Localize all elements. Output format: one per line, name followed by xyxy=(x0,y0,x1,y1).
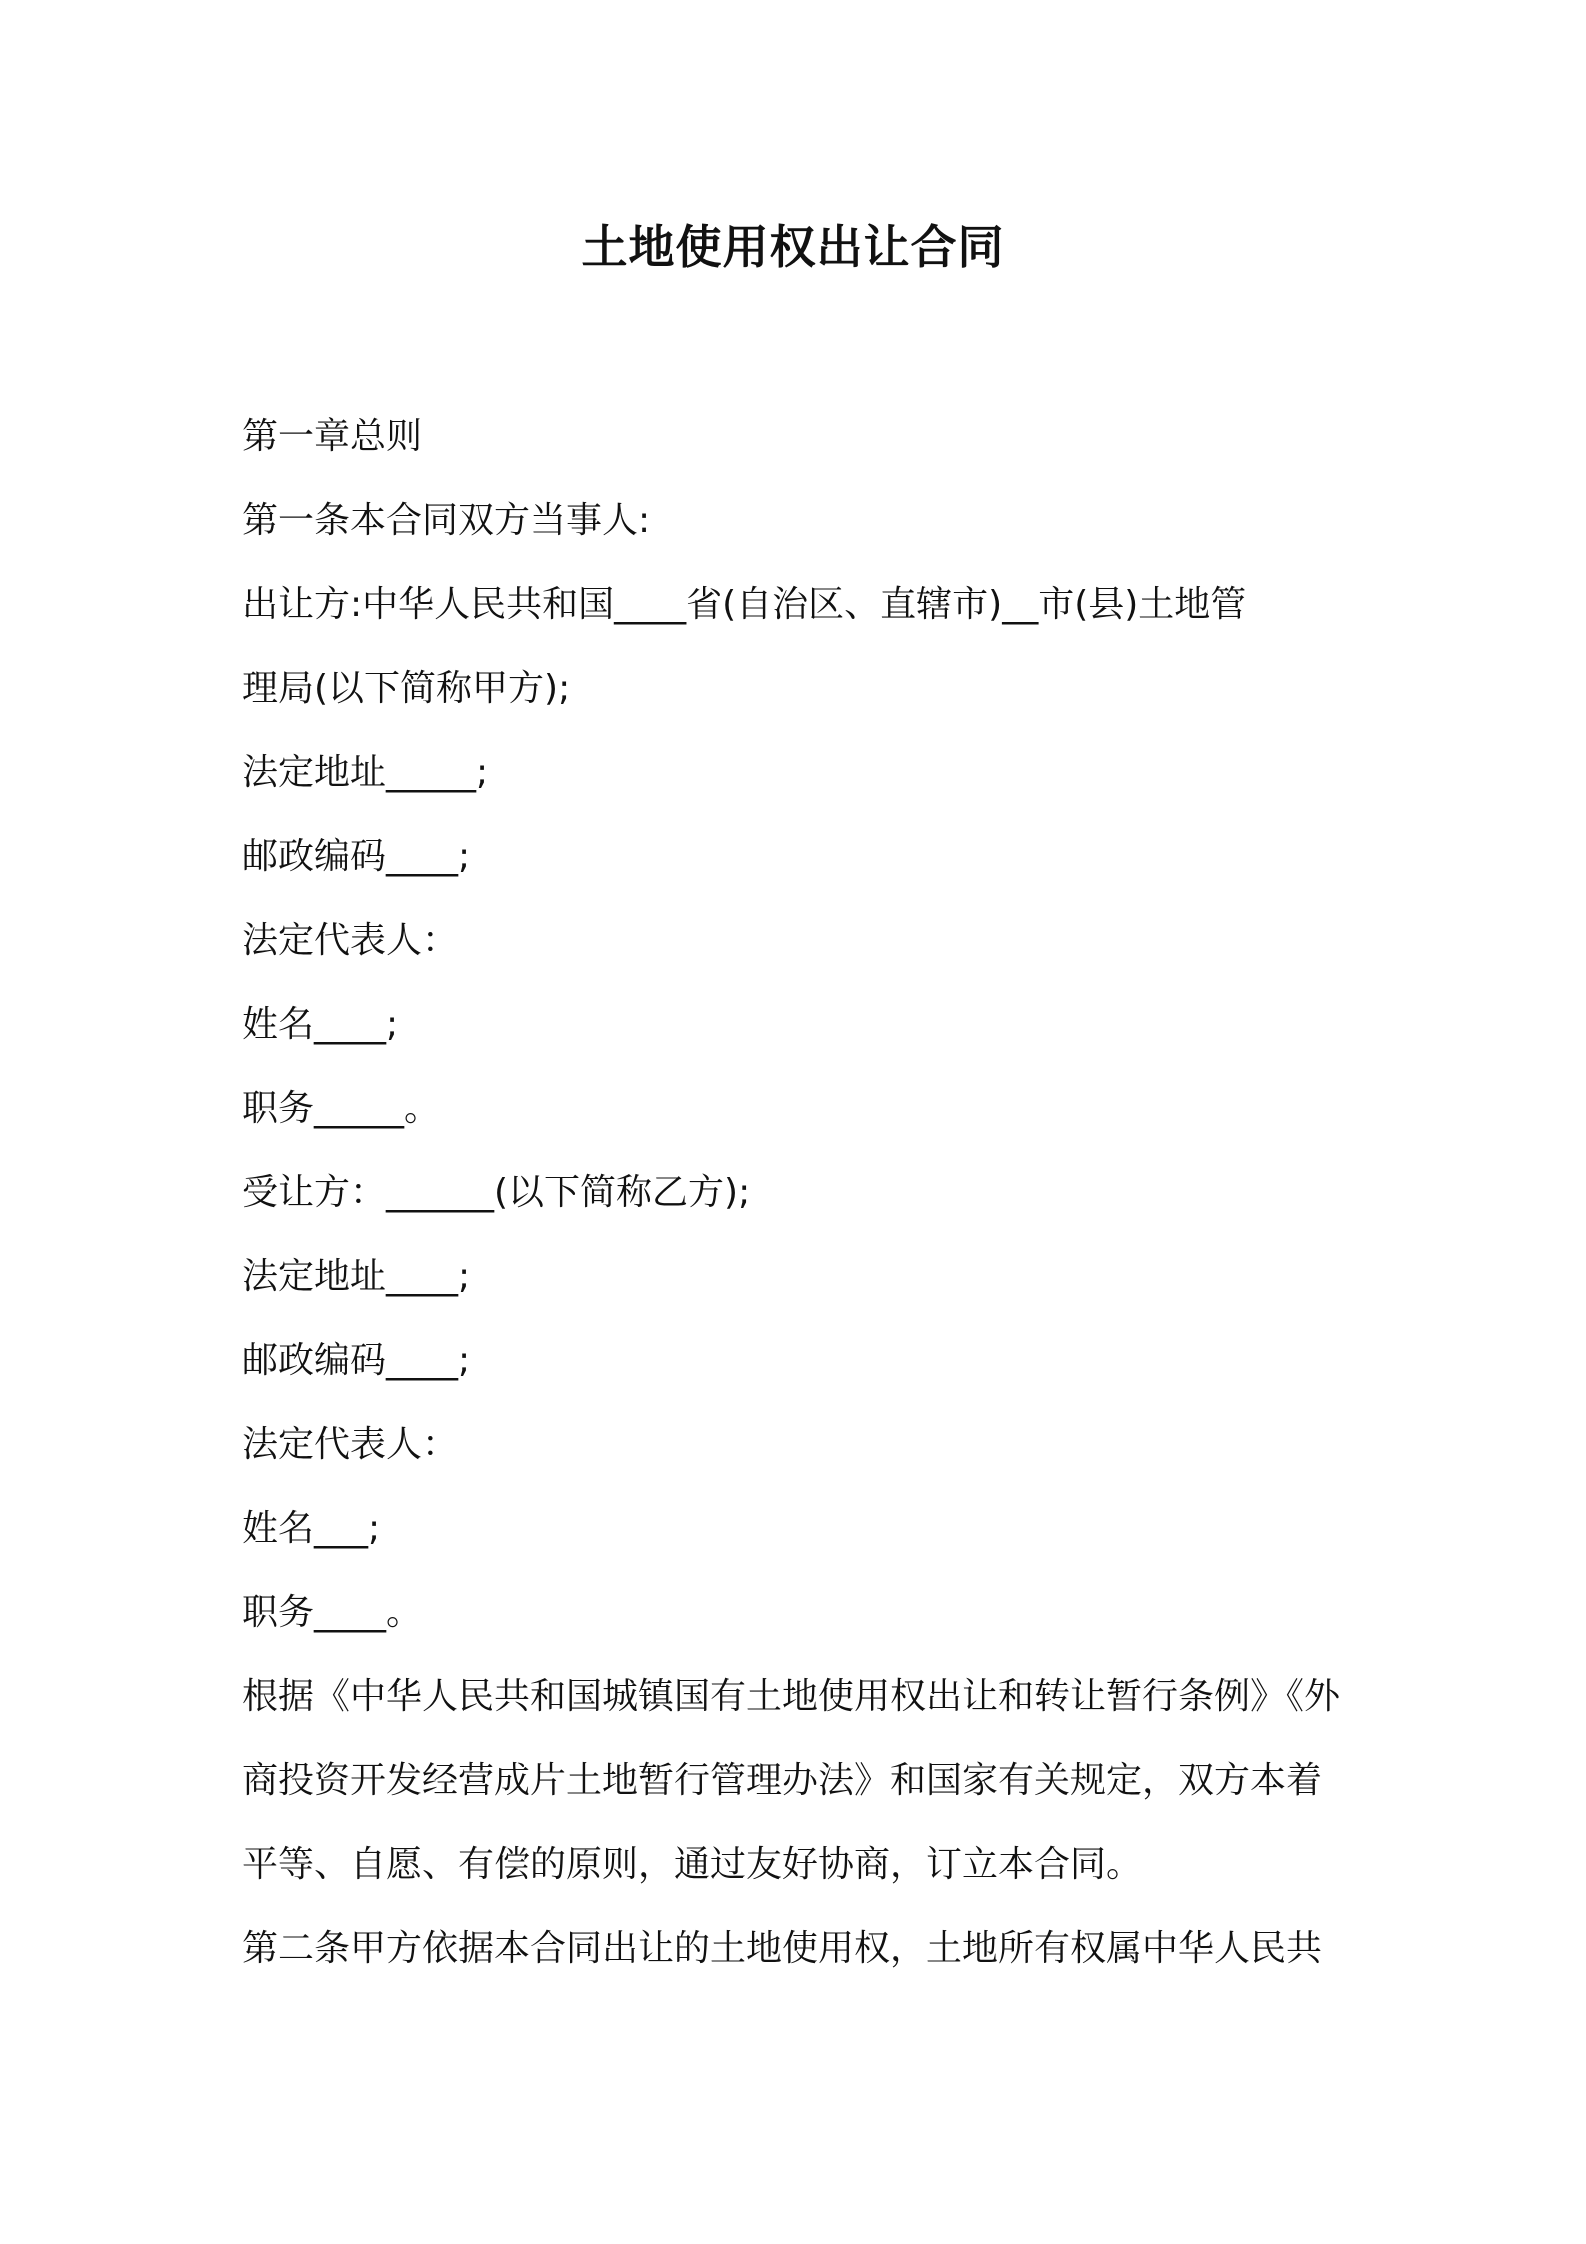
document-title: 土地使用权出让合同 xyxy=(581,220,1005,274)
legal-basis-paragraph-line-2: 商投资开发经营成片土地暂行管理办法》和国家有关规定，双方本着 xyxy=(242,1760,1323,1801)
grantor-line-continued: 理局(以下简称甲方); xyxy=(242,668,571,709)
grantor-postal-code: 邮政编码____; xyxy=(242,836,471,877)
legal-basis-paragraph-line-3: 平等、自愿、有偿的原则，通过友好协商，订立本合同。 xyxy=(242,1844,1143,1885)
article-2-line: 第二条甲方依据本合同出让的土地使用权，土地所有权属中华人民共 xyxy=(242,1928,1323,1969)
grantor-rep-name: 姓名____; xyxy=(242,1004,399,1045)
document-body xyxy=(242,405,1362,2001)
grantee-line: 受让方：______(以下简称乙方); xyxy=(242,1172,751,1213)
chapter-heading: 第一章总则 xyxy=(242,416,423,457)
article-1-heading: 第一条本合同双方当事人: xyxy=(242,500,651,541)
grantee-rep-name: 姓名___; xyxy=(242,1508,381,1549)
grantor-legal-representative: 法定代表人： xyxy=(242,920,459,961)
grantor-legal-address: 法定地址_____; xyxy=(242,752,489,793)
grantee-legal-representative: 法定代表人： xyxy=(242,1424,459,1465)
grantee-postal-code: 邮政编码____; xyxy=(242,1340,471,1381)
grantor-rep-position: 职务_____。 xyxy=(242,1088,441,1129)
legal-basis-paragraph-line-1: 根据《中华人民共和国城镇国有土地使用权出让和转让暂行条例》《外 xyxy=(242,1676,1341,1717)
grantee-rep-position: 职务____。 xyxy=(242,1592,423,1633)
grantee-legal-address: 法定地址____; xyxy=(242,1256,471,1297)
grantor-line: 出让方:中华人民共和国____省(自治区、直辖市)__市(县)土地管 xyxy=(242,584,1247,625)
